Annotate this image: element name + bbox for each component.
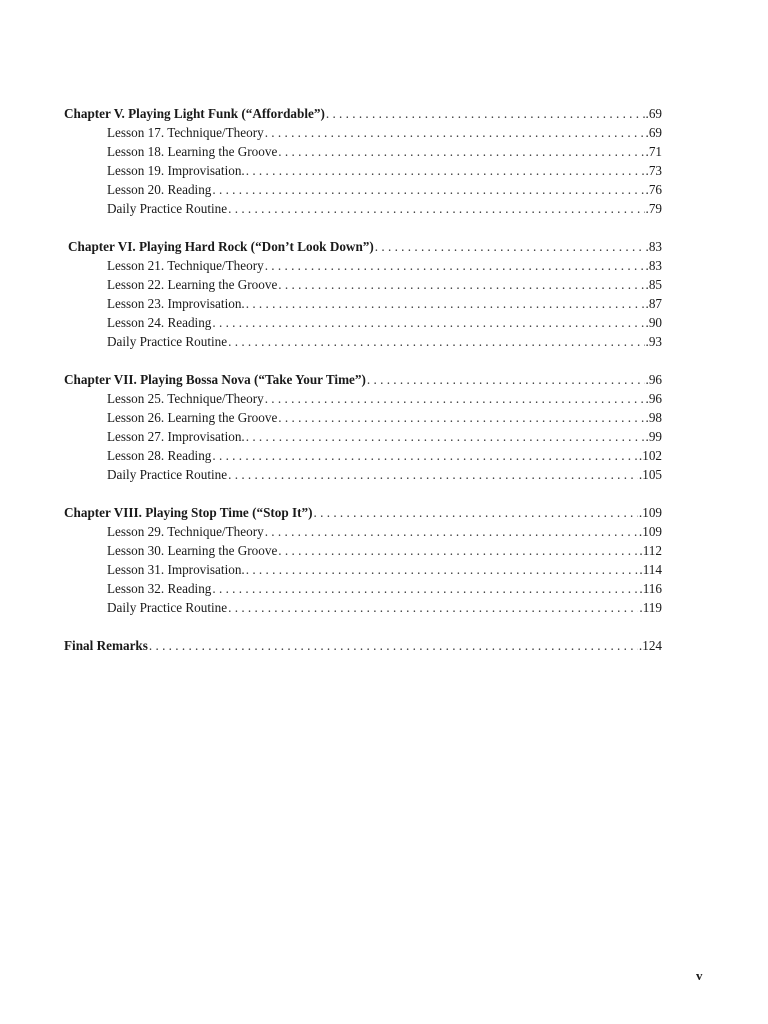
toc-lesson-entry[interactable] — [64, 161, 662, 180]
dot-leader — [228, 465, 638, 484]
dot-leader — [314, 503, 638, 522]
dot-leader — [149, 636, 638, 655]
lesson-title: Lesson 27. Improvisation. — [107, 429, 245, 444]
page-number: .93 — [645, 334, 662, 349]
lesson-title: Lesson 18. Learning the Groove — [107, 144, 278, 159]
page-number: .90 — [645, 315, 662, 330]
lesson-title: Lesson 21. Technique/Theory — [107, 258, 264, 273]
dot-leader — [367, 370, 645, 389]
toc-lesson-entry[interactable] — [64, 313, 662, 332]
toc-lesson-entry[interactable] — [64, 275, 662, 294]
chapter-title: Chapter V. Playing Light Funk (“Affordable”) — [64, 106, 325, 121]
toc-lesson-entry[interactable] — [64, 294, 662, 313]
page-number: .96 — [645, 391, 662, 406]
dot-leader — [278, 142, 644, 161]
page-number: .87 — [645, 296, 662, 311]
page-number: .105 — [638, 467, 662, 482]
toc-lesson-entry[interactable] — [64, 123, 662, 142]
page-number: .124 — [638, 638, 662, 653]
toc-lesson-entry[interactable] — [64, 541, 662, 560]
dot-leader — [326, 104, 645, 123]
lesson-title: Lesson 22. Learning the Groove — [107, 277, 278, 292]
page-number: .69 — [645, 106, 662, 121]
chapter-title: Chapter VI. Playing Hard Rock (“Don’t Look Down”) — [68, 239, 374, 254]
toc-lesson-entry[interactable] — [64, 598, 662, 617]
lesson-title: Lesson 24. Reading — [107, 315, 212, 330]
lesson-title: Lesson 25. Technique/Theory — [107, 391, 264, 406]
lesson-title: Daily Practice Routine — [107, 334, 228, 349]
toc-section-chapter-5 — [64, 104, 662, 218]
dot-leader — [246, 161, 645, 180]
page-number: .76 — [645, 182, 662, 197]
toc-chapter-entry[interactable] — [64, 503, 662, 522]
dot-leader — [375, 237, 645, 256]
dot-leader — [278, 408, 644, 427]
dot-leader — [246, 427, 645, 446]
page-number: .69 — [645, 125, 662, 140]
dot-leader — [265, 256, 645, 275]
page-number: .96 — [645, 372, 662, 387]
toc-lesson-entry[interactable] — [64, 199, 662, 218]
toc-chapter-entry[interactable] — [64, 104, 662, 123]
lesson-title: Lesson 23. Improvisation. — [107, 296, 245, 311]
toc-chapter-entry[interactable] — [64, 237, 662, 256]
toc-lesson-entry[interactable] — [64, 446, 662, 465]
lesson-title: Lesson 30. Learning the Groove — [107, 543, 278, 558]
lesson-title: Lesson 29. Technique/Theory — [107, 524, 264, 539]
toc-lesson-entry[interactable] — [64, 560, 662, 579]
toc-lesson-entry[interactable] — [64, 256, 662, 275]
page-number: .119 — [639, 600, 662, 615]
dot-leader — [265, 123, 645, 142]
toc-lesson-entry[interactable] — [64, 579, 662, 598]
page-number: .85 — [645, 277, 662, 292]
page-number: .102 — [638, 448, 662, 463]
dot-leader — [265, 522, 638, 541]
toc-lesson-entry[interactable] — [64, 180, 662, 199]
dot-leader — [212, 579, 638, 598]
page-number: .116 — [639, 581, 662, 596]
toc-lesson-entry[interactable] — [64, 389, 662, 408]
page-number: .71 — [645, 144, 662, 159]
page-number: .114 — [639, 562, 662, 577]
dot-leader — [212, 180, 644, 199]
lesson-title: Lesson 32. Reading — [107, 581, 212, 596]
dot-leader — [228, 598, 638, 617]
toc-section-chapter-6 — [64, 237, 662, 351]
lesson-title: Lesson 26. Learning the Groove — [107, 410, 278, 425]
dot-leader — [246, 560, 639, 579]
toc-lesson-entry[interactable] — [64, 408, 662, 427]
chapter-title: Chapter VIII. Playing Stop Time (“Stop It”) — [64, 505, 313, 520]
page-number: .98 — [645, 410, 662, 425]
toc-section-chapter-7 — [64, 370, 662, 484]
lesson-title: Daily Practice Routine — [107, 201, 228, 216]
dot-leader — [228, 199, 644, 218]
page-number: .83 — [645, 239, 662, 254]
toc-section-final — [64, 636, 662, 655]
lesson-title: Daily Practice Routine — [107, 467, 228, 482]
page-number: .109 — [638, 524, 662, 539]
page-number: .83 — [645, 258, 662, 273]
toc-lesson-entry[interactable] — [64, 332, 662, 351]
final-remarks-title: Final Remarks — [64, 638, 148, 653]
dot-leader — [278, 541, 638, 560]
page-number: .99 — [645, 429, 662, 444]
page-number: .73 — [645, 163, 662, 178]
page-number: .109 — [638, 505, 662, 520]
toc-lesson-entry[interactable] — [64, 142, 662, 161]
lesson-title: Daily Practice Routine — [107, 600, 228, 615]
lesson-title: Lesson 17. Technique/Theory — [107, 125, 264, 140]
lesson-title: Lesson 31. Improvisation. — [107, 562, 245, 577]
toc-final-remarks-entry[interactable] — [64, 636, 662, 655]
dot-leader — [265, 389, 645, 408]
toc-lesson-entry[interactable] — [64, 465, 662, 484]
toc-lesson-entry[interactable] — [64, 522, 662, 541]
page-number: .79 — [645, 201, 662, 216]
dot-leader — [212, 446, 638, 465]
lesson-title: Lesson 19. Improvisation. — [107, 163, 245, 178]
dot-leader — [278, 275, 644, 294]
toc-lesson-entry[interactable] — [64, 427, 662, 446]
chapter-title: Chapter VII. Playing Bossa Nova (“Take Your Time”) — [64, 372, 366, 387]
lesson-title: Lesson 20. Reading — [107, 182, 212, 197]
folio-page-number: v — [696, 968, 703, 983]
toc-chapter-entry[interactable] — [64, 370, 662, 389]
dot-leader — [212, 313, 644, 332]
dot-leader — [228, 332, 644, 351]
dot-leader — [246, 294, 645, 313]
toc-section-chapter-8 — [64, 503, 662, 617]
page-number: .112 — [639, 543, 662, 558]
lesson-title: Lesson 28. Reading — [107, 448, 212, 463]
table-of-contents — [64, 104, 662, 674]
